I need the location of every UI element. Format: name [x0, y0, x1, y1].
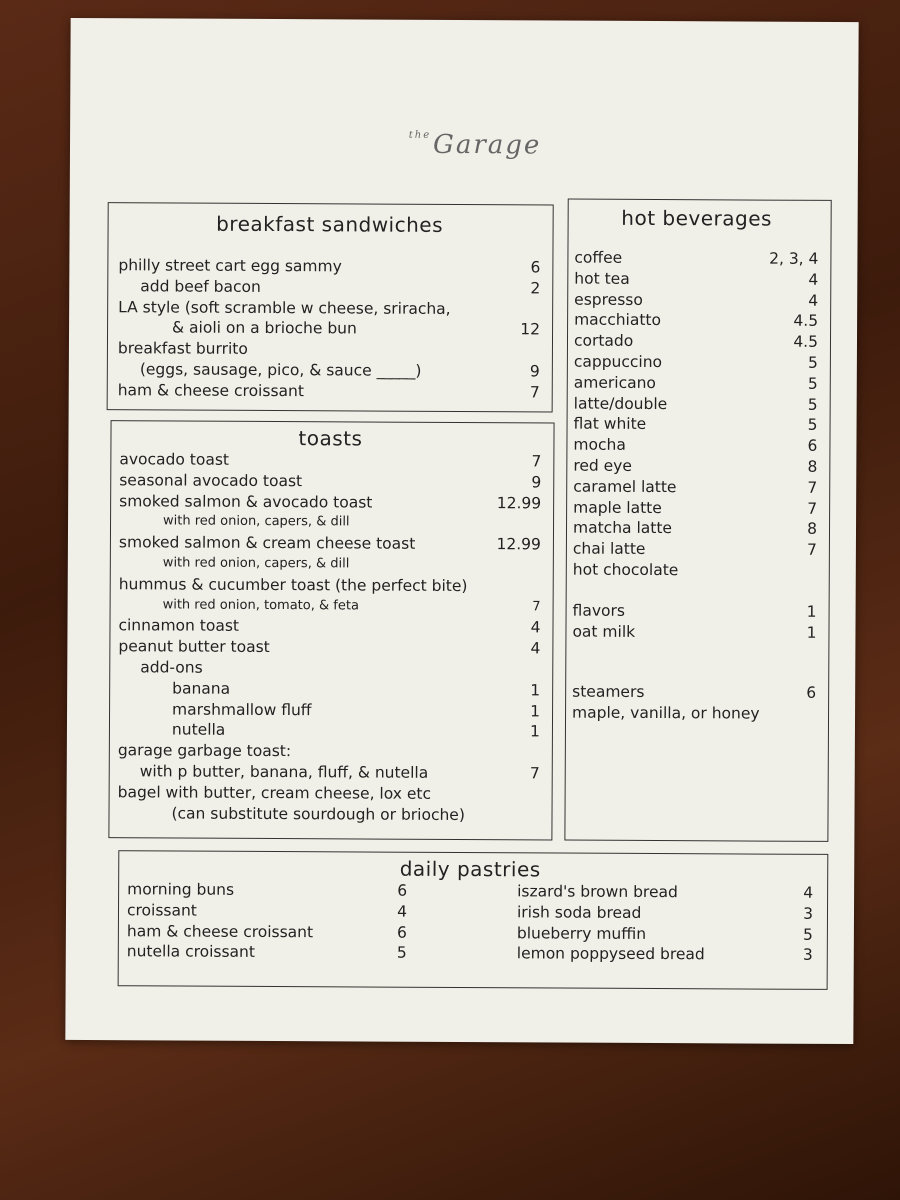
pastries-right-column	[517, 881, 813, 966]
menu-item: cinnamon toast 4	[118, 616, 541, 637]
menu-item: with p butter, banana, fluff, & nutella 7	[139, 762, 540, 783]
beverage-item: caramel latte 7	[573, 477, 818, 497]
beverage-item: cortado 4.5	[573, 331, 819, 352]
beverage-item: maple latte 7	[573, 498, 818, 518]
pastry-item: ham & cheese croissant 6	[126, 921, 407, 942]
menu-item: & aioli on a brioche bun 12	[172, 318, 541, 339]
pastry-item: croissant 4	[126, 901, 408, 921]
menu-item: hummus & cucumber toast (the perfect bite)	[118, 574, 468, 595]
beverage-item: hot chocolate	[572, 560, 679, 580]
steamers-note: maple, vanilla, or honey	[572, 703, 760, 723]
menu-item: banana 1	[172, 679, 541, 700]
menu-item: seasonal avocado toast 9	[119, 471, 542, 492]
pastry-item: morning buns 6	[127, 880, 408, 900]
pastries-left-column	[127, 879, 407, 964]
menu-item: avocado toast 7	[119, 450, 542, 471]
toasts-box	[108, 420, 554, 840]
hot-beverages-box	[564, 199, 831, 842]
menu-item: (can substitute sourdough or brioche)	[171, 804, 465, 824]
breakfast-sandwiches-box	[107, 202, 554, 412]
beverage-item: chai latte 7	[572, 539, 817, 560]
menu-item-note: with red onion, tomato, & feta 7	[162, 597, 541, 614]
menu-item: breakfast burrito	[117, 339, 248, 359]
menu-item: smoked salmon & avocado toast 12.99	[119, 491, 542, 513]
beverage-item: hot tea 4	[574, 269, 819, 289]
extra-item: flavors 1	[572, 601, 817, 621]
pastry-item: lemon poppyseed bread 3	[516, 944, 813, 965]
beverage-item: flat white 5	[573, 414, 818, 435]
section-title: daily pastries	[399, 856, 541, 882]
beverage-item: cappuccino 5	[573, 352, 818, 372]
menu-item: bagel with butter, cream cheese, lox etc	[117, 782, 432, 803]
menu-item-note: with red onion, capers, & dill	[162, 555, 350, 572]
pastry-item: irish soda bread 3	[516, 903, 814, 923]
menu-item: LA style (soft scramble w cheese, sriracha,	[118, 297, 451, 318]
menu-item: (eggs, sausage, pico, & sauce _____) 9	[139, 360, 540, 381]
menu-item-note: with red onion, capers, & dill	[163, 513, 350, 530]
section-title: hot beverages	[621, 205, 773, 231]
steamers-item: steamers 6	[572, 682, 817, 703]
pastry-item: iszard's brown bread 4	[517, 882, 814, 902]
menu-item: add-ons	[140, 658, 203, 677]
beverage-item: macchiatto 4.5	[574, 310, 819, 331]
beverage-item: mocha 6	[573, 435, 818, 456]
beverage-item: matcha latte 8	[572, 518, 818, 539]
beverage-item: red eye 8	[573, 456, 818, 476]
pastry-item: blueberry muffin 5	[516, 923, 813, 944]
beverage-item: americano 5	[573, 373, 818, 393]
section-title: toasts	[298, 426, 363, 451]
menu-item: peanut butter toast 4	[118, 637, 541, 658]
menu-item: nutella 1	[171, 720, 540, 741]
menu-item: ham & cheese croissant 7	[117, 380, 540, 402]
menu-paper	[65, 18, 858, 1044]
garage-logo: $^{the}$Garage	[408, 129, 542, 161]
menu-item: philly street cart egg sammy 6	[118, 256, 541, 277]
menu-item: smoked salmon & cream cheese toast 12.99	[118, 533, 541, 554]
beverage-item: coffee 2, 3, 4	[574, 248, 819, 268]
section-title: breakfast sandwiches	[216, 211, 444, 237]
extra-item: oat milk 1	[572, 622, 817, 642]
menu-item: marshmallow fluff 1	[172, 700, 541, 720]
beverage-item: latte/double 5	[573, 394, 818, 414]
beverage-item: espresso 4	[574, 290, 819, 310]
menu-item: garage garbage toast:	[117, 741, 292, 761]
menu-item: add beef bacon 2	[140, 277, 541, 298]
daily-pastries-box	[118, 850, 829, 990]
pastry-item: nutella croissant 5	[126, 942, 407, 963]
